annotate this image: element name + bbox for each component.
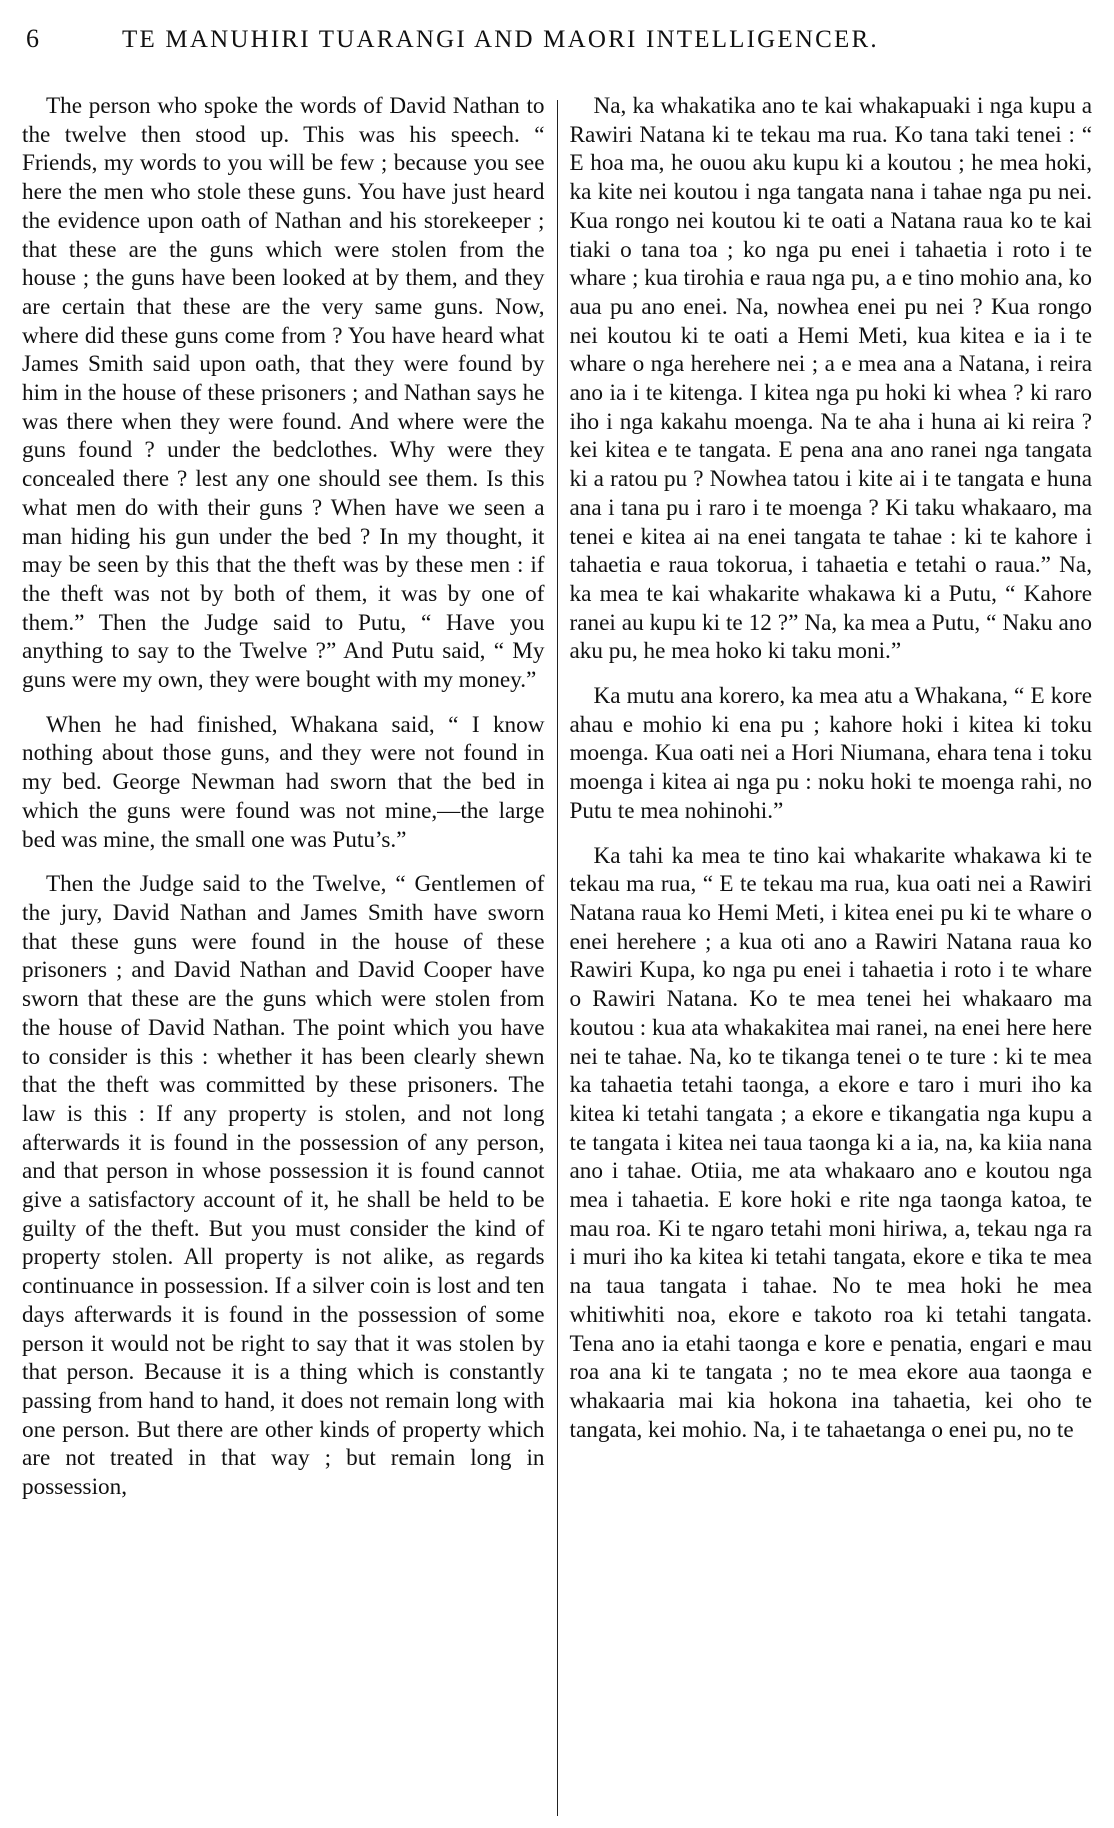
english-column: [22, 92, 557, 1824]
english-paragraph: Then the Judge said to the Twelve, “ Gentlemen of the jury, David Nathan and James Smith have sworn that these guns were found in the house of these prisoners ; and David Nathan and David Cooper have sworn that these are the guns which were stolen from the house of David Nathan. The point which you have to consider is this : whether it has been clearly shewn that the theft was committed by these prisoners. The law is this : If any property is stolen, and not long afterwards it is found in the possession of any person, and that person in whose possession it is found cannot give a satisfactory account of it, he shall be held to be guilty of the theft. But you must consider the kind of property stolen. All property is not alike, as regards continuance in possession. If a silver coin is lost and ten days afterwards it is found in the possession of some person it would not be right to say that it was stolen by that person. Because it is a thing which is constantly passing from hand to hand, it does not remain long with one person. But there are other kinds of property which are not treated in that way ; but remain long in possession,: [22, 871, 545, 1501]
maori-paragraph: Ka mutu ana korero, ka mea atu a Whakana, “ E kore ahau e mohio ki ena pu ; kahore hoki i kitea ki toku moenga. Kua oati nei a Hori Niumana, ehara tena i toku moenga i kitea ai nga pu : noku hoki te moenga rahi, no Putu te mea nohinohi.”: [569, 683, 1092, 824]
maori-paragraph: Ka tahi ka mea te tino kai whakarite whakawa ki te tekau ma rua, “ E te tekau ma rua, kua oati nei a Rawiri Natana raua ko Hemi Meti, i kitea enei pu ki te whare o enei herehere ; a kua oti ano a Rawiri Natana raua ko Rawiri Kupa, ko nga pu enei i tahaetia i roto i te whare o Rawiri Natana. Ko te mea tenei hei whakaaro ma koutou : kua ata whakakitea mai ranei, na enei here here nei te tahae. Na, ko te tikanga tenei o te ture : ki te mea ka tahaetia tetahi taonga, a ekore e taro i muri iho ka kitea ki tetahi tangata ; a ekore e tikangatia nga kupu a te tangata i kitea nei taua taonga ki a ia, na, ka kiia nana ano i tahae. Otiia, me ata whakaaro ano e koutou nga mea i tahaetia. E kore hoki e rite nga taonga katoa, te mau roa. Ki te ngaro tetahi moni hiriwa, a, tekau nga ra i muri iho ka kitea ki tetahi tangata, ekore e tika te mea na taua tangata i tahae. No te mea hoki he mea whitiwhiti noa, ekore e takoto roa ki tetahi tangata. Tena ano ia etahi taonga e kore e penatia, engari e mau roa ana ki te tangata ; no te mea ekore aua taonga e whakaaria mai kia hokona ina tahaetia, kei oho te tangata, kei mohio. Na, i te tahaetanga o enei pu, no te: [569, 842, 1092, 1443]
maori-column: [558, 92, 1093, 1824]
page-header: [22, 24, 1092, 64]
page-number: 6: [26, 24, 39, 53]
two-column-body: [22, 92, 1092, 1824]
english-paragraph: The person who spoke the words of David Nathan to the twelve then stood up. This was his speech. “ Friends, my words to you will be few ; because you see here the men who stole these guns. You have just heard the evidence upon oath of Nathan and his storekeeper ; that these are the guns which were stolen from the house ; the guns have been looked at by them, and they are certain that these are the very same guns. Now, where did these guns come from ? You have heard what James Smith said upon oath, that they were found by him in the house of these prisoners ; and Nathan says he was there when they were found. And where were the guns found ? under the bedclothes. Why were they concealed there ? lest any one should see them. Is this what men do with their guns ? When have we seen a man hiding his gun under the bed ? In my thought, it may be seen by this that the theft was by these men : if the theft was not by both of them, it was by one of them.” Then the Judge said to Putu, “ Have you anything to say to the Twelve ?” And Putu said, “ My guns were my own, they were bought with my money.”: [22, 93, 545, 694]
english-paragraph: When he had finished, Whakana said, “ I know nothing about those guns, and they were not found in my bed. George Newman had sworn that the bed in which the guns were found was not mine,—the large bed was mine, the small one was Putu’s.”: [22, 711, 545, 853]
maori-paragraph: Na, ka whakatika ano te kai whakapuaki i nga kupu a Rawiri Natana ki te tekau ma rua. Ko tana taki tenei : “ E hoa ma, he ouou aku kupu ki a koutou ; he mea hoki, ka kite nei koutou i nga tangata nana i tahae nga pu nei. Kua rongo nei koutou ki te oati a Natana raua ko te kai tiaki o tana toa ; ko nga pu enei i tahaetia i roto i te whare ; kua tirohia e raua nga pu, a e tino mohio ana, ko aua pu ano enei. Na, nowhea enei pu nei ? Kua rongo nei koutou ki te oati a Hemi Meti, kua kitea e ia i te whare o nga herehere nei ; a e mea ana a Natana, i reira ano ia i te kitenga. I kitea nga pu hoki ki whea ? ki raro iho i nga kakahu moenga. Na te aha i huna ai ki reira ? kei kitea e te tangata. E pena ana ano ranei nga tangata ki a ratou pu ? Nowhea tatou i kite ai i te tangata e huna ana i tana pu i raro i te moenga ? Ki taku whakaaro, ma tenei e kitea ai na enei tangata te tahae : ki te kahore i tahaetia e raua tokorua, i tahaetia e tetahi o raua.” Na, ka mea te kai whakarite whakawa ki a Putu, “ Kahore ranei au kupu ki te 12 ?” Na, ka mea a Putu, “ Naku ano aku pu, he mea hoko ki taku moni.”: [569, 93, 1092, 665]
running-title: TE MANUHIRI TUARANGI AND MAORI INTELLIGENCER.: [122, 26, 879, 53]
